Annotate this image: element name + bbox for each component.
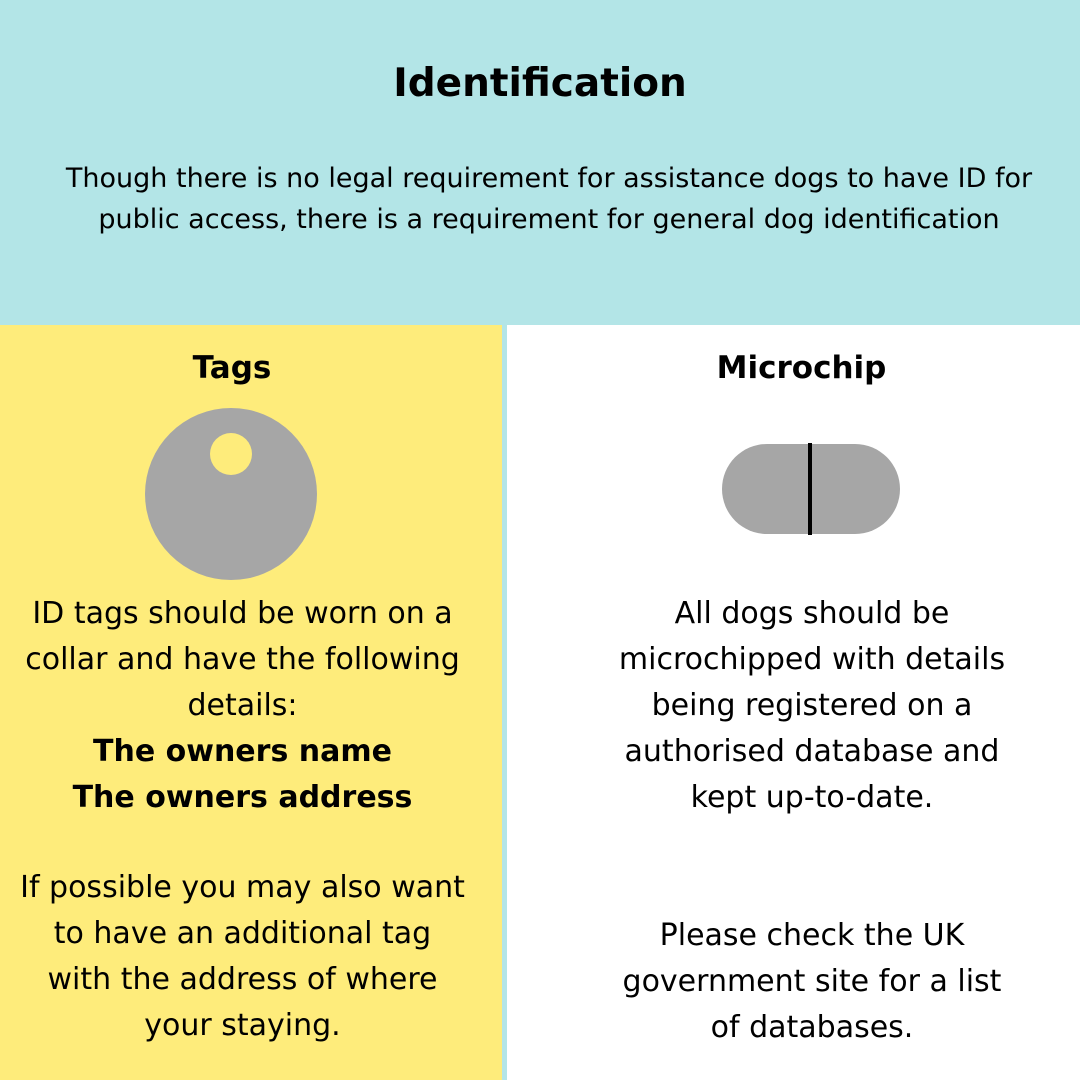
page-title: Identification [393, 61, 687, 106]
tags-extra: If possible you may also want to have an additional tag with the address of where your staying. [20, 870, 465, 1043]
tags-title: Tags [192, 350, 272, 386]
intro-text: Though there is no legal requirement for assistance dogs to have ID for public access, there is a requirement for general dog identification [65, 163, 1033, 235]
tags-description [20, 591, 465, 1049]
tags-intro: ID tags should be worn on a collar and have the following details: [25, 596, 460, 723]
header-banner [0, 0, 1080, 325]
microchip-title: Microchip [716, 350, 887, 386]
microchip-note: Please check the UK government site for a list of databases. [622, 918, 1002, 1045]
id-tag-icon [145, 408, 317, 580]
tag-detail-owner-address: The owners address [72, 780, 413, 815]
microchip-description: All dogs should be microchipped with details being registered on a authorised database and kept up-to-date. [618, 596, 1006, 815]
microchip-capsule-icon [722, 443, 900, 535]
tag-detail-owner-name: The owners name [93, 734, 392, 769]
tags-panel [0, 325, 502, 1080]
microchip-panel [507, 325, 1080, 1080]
